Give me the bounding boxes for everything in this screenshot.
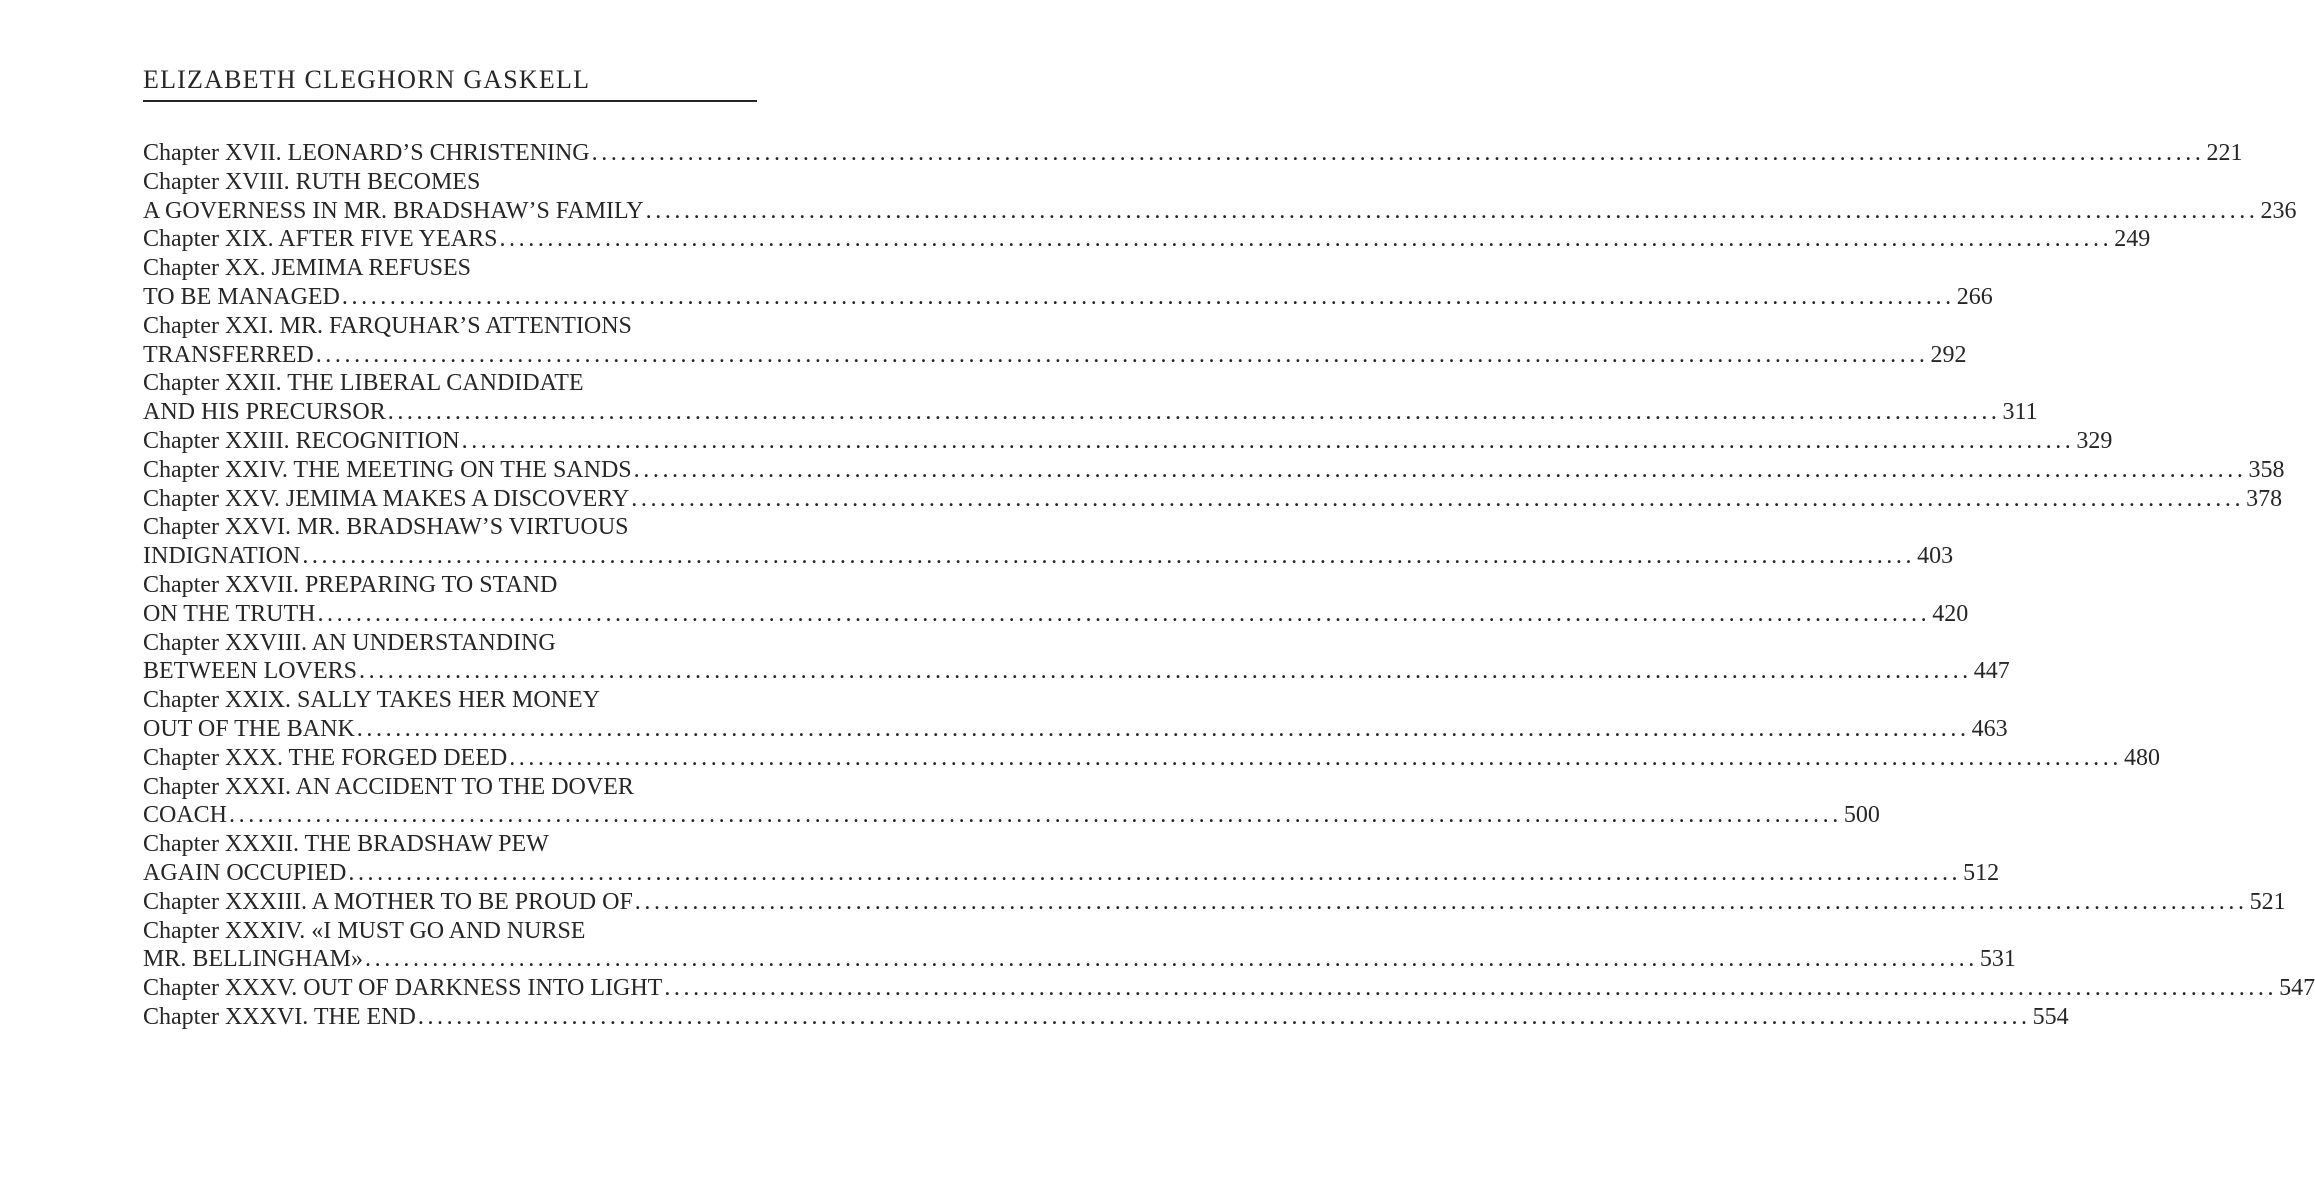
dot-leader: ........................................................................................................................................................................ bbox=[387, 399, 2001, 426]
toc-entry bbox=[143, 830, 2000, 888]
dot-leader: ........................................................................................................................................................................ bbox=[631, 485, 2245, 512]
toc-entry-line bbox=[143, 945, 2016, 974]
page-number: 480 bbox=[2124, 744, 2160, 771]
toc-entry-title: Chapter XXXVI. THE END bbox=[143, 1003, 416, 1030]
dot-leader: ........................................................................................................................................................................ bbox=[315, 341, 1929, 368]
toc-entry bbox=[143, 686, 2008, 744]
toc-entry-title: Chapter XVII. LEONARD’S CHRISTENING bbox=[143, 140, 590, 166]
dot-leader: ........................................................................................................................................................................ bbox=[358, 658, 1972, 685]
toc-entry-line bbox=[143, 917, 746, 946]
dot-leader: ........................................................................................................................................................................ bbox=[356, 715, 1970, 742]
dot-leader: ........................................................................................................................................................................ bbox=[317, 600, 1931, 627]
toc-entry-title: TRANSFERRED bbox=[143, 341, 314, 368]
toc-entry-title: OUT OF THE BANK bbox=[143, 715, 355, 742]
toc-entry-line bbox=[143, 715, 2008, 744]
toc-entry bbox=[143, 254, 1993, 312]
toc-entry-line bbox=[143, 773, 746, 802]
toc-entry-line bbox=[143, 542, 1954, 571]
toc-entry bbox=[143, 629, 2010, 687]
toc-entry-title: Chapter XXVI. MR. BRADSHAW’S VIRTUOUS bbox=[143, 514, 629, 541]
toc-entry-title: Chapter XXXII. THE BRADSHAW PEW bbox=[143, 831, 549, 858]
dot-leader: ........................................................................................................................................................................ bbox=[461, 427, 2075, 454]
toc-entry bbox=[143, 369, 2038, 427]
toc-entry bbox=[143, 571, 1969, 629]
dot-leader: ........................................................................................................................................................................ bbox=[365, 946, 1978, 973]
table-of-contents bbox=[143, 139, 2315, 1032]
toc-entry bbox=[143, 974, 2315, 1003]
toc-entry-line bbox=[143, 168, 746, 197]
page-number: 463 bbox=[1971, 715, 2008, 742]
toc-entry-line bbox=[143, 888, 2286, 917]
toc-entry-line bbox=[143, 427, 2113, 456]
toc-entry-line bbox=[143, 859, 2000, 888]
toc-entry-title: ON THE TRUTH bbox=[143, 600, 316, 627]
toc-entry-title: A GOVERNESS IN MR. BRADSHAW’S FAMILY bbox=[143, 197, 644, 224]
page-number: 236 bbox=[2260, 197, 2297, 224]
toc-entry-line bbox=[143, 456, 2285, 485]
page-number: 249 bbox=[2114, 226, 2151, 253]
toc-entry-line bbox=[143, 225, 2151, 254]
toc-entry-line bbox=[143, 1003, 2069, 1032]
dot-leader: ........................................................................................................................................................................ bbox=[341, 283, 1955, 310]
page-number: 531 bbox=[1979, 946, 2016, 973]
toc-entry-title: Chapter XXIII. RECOGNITION bbox=[143, 427, 460, 454]
page-number: 358 bbox=[2248, 456, 2285, 483]
toc-entry-title: Chapter XXIV. THE MEETING ON THE SANDS bbox=[143, 456, 632, 483]
toc-entry-title: Chapter XXI. MR. FARQUHAR’S ATTENTIONS bbox=[143, 312, 632, 339]
toc-entry-line bbox=[143, 830, 746, 859]
toc-entry-title: Chapter XIX. AFTER FIVE YEARS bbox=[143, 226, 498, 253]
toc-entry-line bbox=[143, 657, 2010, 686]
toc-entry-title: Chapter XXX. THE FORGED DEED bbox=[143, 744, 508, 771]
dot-leader: ........................................................................................................................................................................ bbox=[633, 456, 2247, 483]
toc-entry-line bbox=[143, 686, 746, 715]
toc-entry-title: AGAIN OCCUPIED bbox=[143, 859, 347, 886]
toc-entry bbox=[143, 773, 1880, 831]
toc-entry-title: Chapter XXV. JEMIMA MAKES A DISCOVERY bbox=[143, 485, 630, 512]
toc-entry-line bbox=[143, 369, 746, 398]
page-number: 378 bbox=[2246, 485, 2283, 512]
page-number: 311 bbox=[2002, 399, 2038, 426]
page-number: 329 bbox=[2076, 427, 2113, 454]
dot-leader: ........................................................................................................................................................................ bbox=[645, 197, 2259, 224]
dot-leader: ........................................................................................................................................................................ bbox=[348, 859, 1962, 886]
toc-entry-title: BETWEEN LOVERS bbox=[143, 658, 357, 685]
toc-entry-line bbox=[143, 801, 1880, 830]
toc-entry-line bbox=[143, 974, 2315, 1003]
page-number: 420 bbox=[1932, 600, 1969, 627]
toc-entry-title: Chapter XXXIII. A MOTHER TO BE PROUD OF bbox=[143, 888, 633, 915]
toc-entry-line bbox=[143, 398, 2038, 427]
toc-entry-title: Chapter XXVIII. AN UNDERSTANDING bbox=[143, 629, 556, 656]
toc-entry-title: Chapter XXIX. SALLY TAKES HER MONEY bbox=[143, 687, 600, 714]
toc-entry bbox=[143, 744, 2160, 773]
toc-entry bbox=[143, 427, 2113, 456]
toc-entry-line bbox=[143, 283, 1993, 312]
toc-entry-title: Chapter XX. JEMIMA REFUSES bbox=[143, 255, 472, 282]
toc-entry bbox=[143, 139, 2243, 168]
toc-entry-line bbox=[143, 197, 2297, 226]
toc-entry-line bbox=[143, 513, 746, 542]
page-number: 547 bbox=[2279, 975, 2315, 1002]
toc-entry bbox=[143, 513, 1954, 571]
dot-leader: ........................................................................................................................................................................ bbox=[229, 802, 1842, 829]
header-rule bbox=[143, 100, 757, 102]
running-head: ELIZABETH CLEGHORN GASKELL bbox=[143, 65, 591, 94]
toc-entry-title: TO BE MANAGED bbox=[143, 283, 340, 310]
toc-entry-title: Chapter XXXI. AN ACCIDENT TO THE DOVER bbox=[143, 773, 634, 800]
toc-entry-line bbox=[143, 341, 1967, 370]
dot-leader: ........................................................................................................................................................................ bbox=[302, 543, 1916, 570]
dot-leader: ........................................................................................................................................................................ bbox=[634, 888, 2248, 915]
dot-leader: ........................................................................................................................................................................ bbox=[591, 140, 2205, 166]
page-number: 221 bbox=[2206, 140, 2243, 166]
toc-entry-title: INDIGNATION bbox=[143, 543, 301, 570]
toc-entry bbox=[143, 168, 2297, 226]
page-number: 266 bbox=[1956, 283, 1993, 310]
page-number: 521 bbox=[2249, 888, 2286, 915]
toc-entry bbox=[143, 917, 2016, 975]
toc-entry-line bbox=[143, 571, 746, 600]
toc-entry-title: MR. BELLINGHAM» bbox=[143, 946, 363, 973]
toc-entry-line bbox=[143, 254, 746, 283]
toc-entry-line bbox=[143, 485, 2283, 514]
toc-entry-line bbox=[143, 312, 746, 341]
toc-entry-title: Chapter XXVII. PREPARING TO STAND bbox=[143, 571, 558, 598]
toc-entry-title: Chapter XXXIV. «I MUST GO AND NURSE bbox=[143, 917, 586, 944]
toc-entry-title: Chapter XVIII. RUTH BECOMES bbox=[143, 168, 481, 195]
toc-entry-title: AND HIS PRECURSOR bbox=[143, 399, 386, 426]
page-number: 447 bbox=[1973, 658, 2010, 685]
dot-leader: ........................................................................................................................................................................ bbox=[664, 975, 2278, 1002]
toc-entry-line bbox=[143, 629, 746, 658]
toc-entry-line bbox=[143, 139, 2243, 168]
toc-entry-line bbox=[143, 744, 2160, 773]
toc-entry bbox=[143, 1003, 2069, 1032]
dot-leader: ........................................................................................................................................................................ bbox=[417, 1003, 2031, 1030]
toc-entry-line bbox=[143, 600, 1969, 629]
toc-entry bbox=[143, 456, 2285, 485]
page-number: 292 bbox=[1930, 341, 1967, 368]
toc-entry bbox=[143, 312, 1967, 370]
toc-entry bbox=[143, 225, 2151, 254]
dot-leader: ........................................................................................................................................................................ bbox=[509, 744, 2122, 771]
page-number: 403 bbox=[1917, 543, 1954, 570]
dot-leader: ........................................................................................................................................................................ bbox=[499, 226, 2113, 253]
toc-entry-title: Chapter XXXV. OUT OF DARKNESS INTO LIGHT bbox=[143, 975, 663, 1002]
page-number: 512 bbox=[1963, 859, 2000, 886]
page-number: 500 bbox=[1843, 802, 1880, 829]
toc-entry-title: COACH bbox=[143, 802, 228, 829]
toc-entry bbox=[143, 888, 2286, 917]
page-number: 554 bbox=[2032, 1003, 2069, 1030]
toc-entry bbox=[143, 485, 2283, 514]
toc-entry-title: Chapter XXII. THE LIBERAL CANDIDATE bbox=[143, 370, 584, 397]
